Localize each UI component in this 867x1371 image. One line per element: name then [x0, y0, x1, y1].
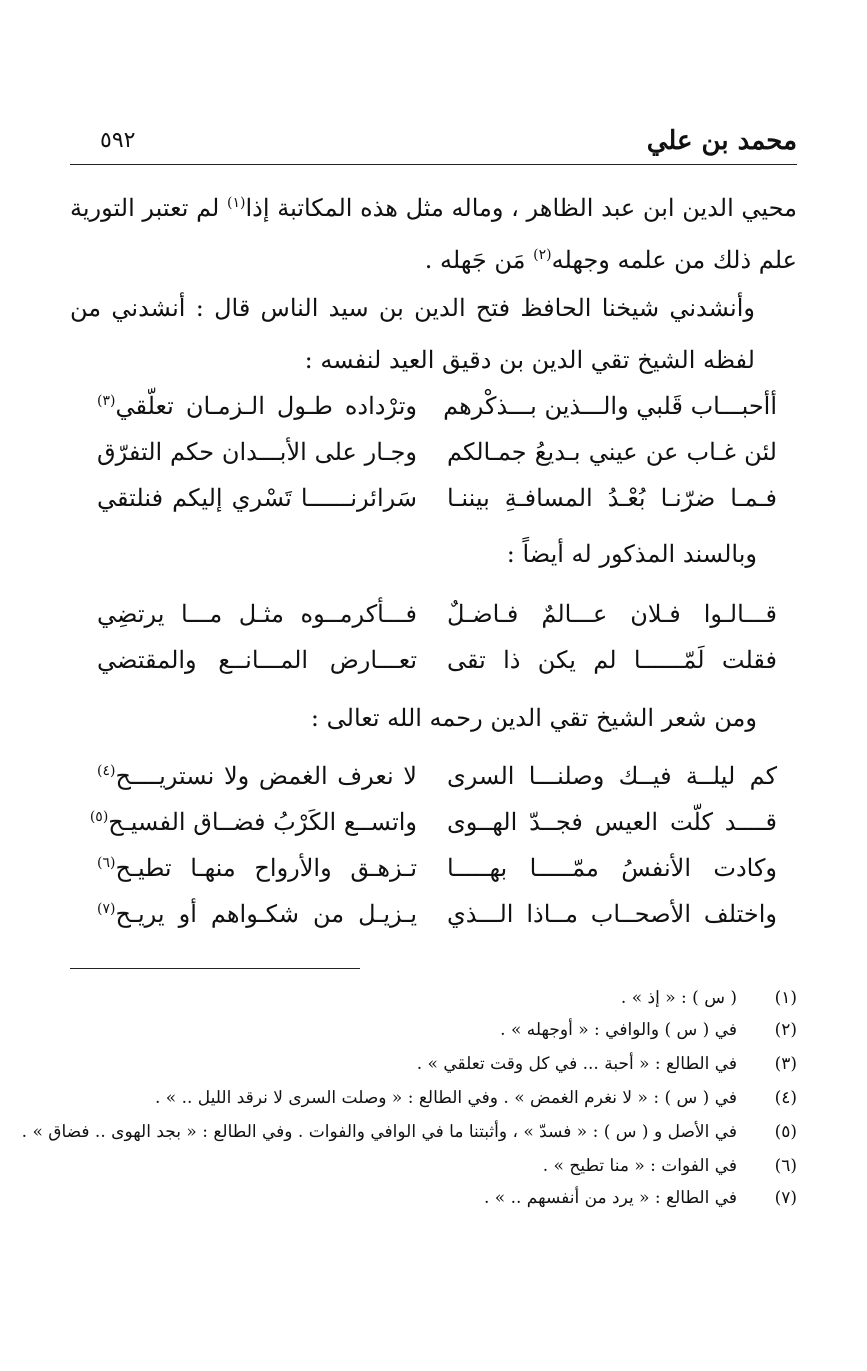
poem-3-verse — [70, 854, 777, 898]
poem-3-verse — [70, 900, 777, 944]
footnote-text: في الطالع : « يرد من أنفسهم .. » . — [483, 1188, 737, 1208]
running-title: محمد بن علي — [646, 126, 797, 156]
footnote-ref-2: (٢) — [533, 247, 552, 263]
footnote-ref-6: (٦) — [97, 855, 116, 871]
verse-second-hemistich — [97, 762, 417, 790]
footnote-text: في الطالع : « أحبة ... في كل وقت تعلقي » . — [416, 1054, 737, 1074]
page-number: ٥٩٢ — [100, 128, 136, 153]
poem-1-verse — [70, 392, 777, 436]
verse-first-hemistich: فقلت لَمّــــــا لم يكن ذا تقى — [447, 646, 777, 674]
poem-2-verse — [70, 646, 777, 690]
poem-2-intro: وبالسند المذكور له أيضاً : — [506, 540, 757, 568]
footnote-number: (٧) — [774, 1188, 797, 1208]
verse-second-hemistich: تعـــارض المـــانــع والمقتضي — [97, 646, 417, 674]
footnote — [60, 1188, 797, 1216]
footnote — [60, 988, 797, 1016]
verse-first-hemistich: لئن غـاب عن عيني بـديعُ جمـالكم — [447, 438, 777, 466]
footnote-number: (٢) — [774, 1020, 797, 1040]
footnote-number: (٥) — [774, 1122, 797, 1142]
footnote — [60, 1054, 797, 1082]
paragraph-2: وأنشدني شيخنا الحافظ فتح الدين بن سيد الناس قال : أنشدني من لفظه الشيخ تقي الدين بن دقيق العيد لنفسه : — [70, 294, 755, 374]
verse-second-hemistich: وجـار على الأبـــدان حكم التفرّق — [97, 438, 417, 466]
footnote — [21, 1122, 797, 1150]
footnote-text: في الفوات : « منا تطيح » . — [542, 1156, 737, 1176]
footnote-ref-5: (٥) — [89, 809, 109, 825]
poem-2-verse — [70, 600, 777, 644]
footnote-number: (١) — [774, 988, 797, 1008]
footnote-number: (٦) — [774, 1156, 797, 1176]
footnote-ref-4: (٤) — [97, 763, 116, 779]
footnote — [60, 1020, 797, 1048]
verse-second-text: واتســع الكَرْبُ فضــاق الفسيـح — [108, 808, 417, 836]
poem-3-verse — [70, 808, 777, 852]
verse-second-hemistich: سَرائرنــــــا تَسْري إليكم فنلتقي — [97, 484, 417, 512]
footnote-text: في ( س ) والوافي : « أوجهله » . — [500, 1020, 737, 1040]
poem-3-verse — [70, 762, 777, 806]
footnote — [60, 1156, 797, 1184]
verse-second-text: لا نعرف الغمض ولا نستريــــح — [115, 762, 417, 790]
paragraph-1-text-a: محيي الدين ابن عبد الظاهر ، وماله مثل هذه المكاتبة إذا — [245, 194, 797, 222]
footnote-number: (٣) — [774, 1054, 797, 1074]
verse-second-text: تـزهـق والأرواح منهـا تطيـح — [115, 854, 417, 882]
verse-first-hemistich: قـــالـوا فـلان عـــالمٌ فـاضـلٌ — [447, 600, 777, 628]
verse-second-hemistich: فـــأكرمــوه مثـل مـــا يرتضِي — [97, 600, 417, 628]
verse-second-hemistich — [97, 392, 417, 420]
page-header — [70, 122, 797, 165]
poem-3-intro: ومن شعر الشيخ تقي الدين رحمه الله تعالى : — [310, 704, 757, 732]
footnote-text: في ( س ) : « لا نغرم الغمض » . وفي الطالع : « وصلت السرى لا نرقد الليل .. » . — [154, 1088, 737, 1108]
paragraph-1-text-b: لم تعتبر التورية علم ذلك من علمه وجهله — [70, 194, 797, 274]
verse-second-hemistich — [97, 854, 417, 882]
verse-first-hemistich: كم ليلــة فيــك وصلنـــا السرى — [447, 762, 777, 790]
footnote — [60, 1088, 797, 1116]
footnote-ref-3: (٣) — [97, 393, 116, 409]
verse-second-hemistich — [97, 900, 417, 928]
verse-first-hemistich: قــــد كلّت العيس فجــدّ الهــوى — [447, 808, 777, 836]
footnote-ref-1: (١) — [227, 195, 246, 211]
footnote-number: (٤) — [774, 1088, 797, 1108]
verse-first-hemistich: وكادت الأنفسُ ممّـــــا بهـــــا — [447, 854, 777, 882]
paragraph-1 — [70, 182, 797, 286]
footnote-text: ( س ) : « إذ » . — [620, 988, 737, 1008]
verse-second-hemistich — [89, 808, 417, 836]
verse-second-text: وترْداده طـول الـزمـان تعلّقي — [115, 392, 417, 420]
verse-second-text: يـزيـل من شكـواهم أو يريـح — [115, 900, 417, 928]
footnote-text: في الأصل و ( س ) : « فسدّ » ، وأثبتنا ما في الوافي والفوات . وفي الطالع : « بجد الهوى .. فضاق » . — [21, 1122, 737, 1142]
verse-first-hemistich: أأحبـــاب قَلبي والـــذين بـــذكْرهم — [443, 392, 777, 420]
verse-first-hemistich: واختلف الأصحــاب مــاذا الـــذي — [447, 900, 777, 928]
poem-1-verse — [70, 438, 777, 482]
footnote-separator — [70, 968, 360, 969]
footnote-ref-7: (٧) — [97, 901, 116, 917]
verse-first-hemistich: فـمـا ضرّنـا بُعْـدُ المسافـةِ بيننـا — [447, 484, 777, 512]
paragraph-1-text-c: مَن جَهله . — [424, 246, 534, 274]
poem-1-verse — [70, 484, 777, 528]
